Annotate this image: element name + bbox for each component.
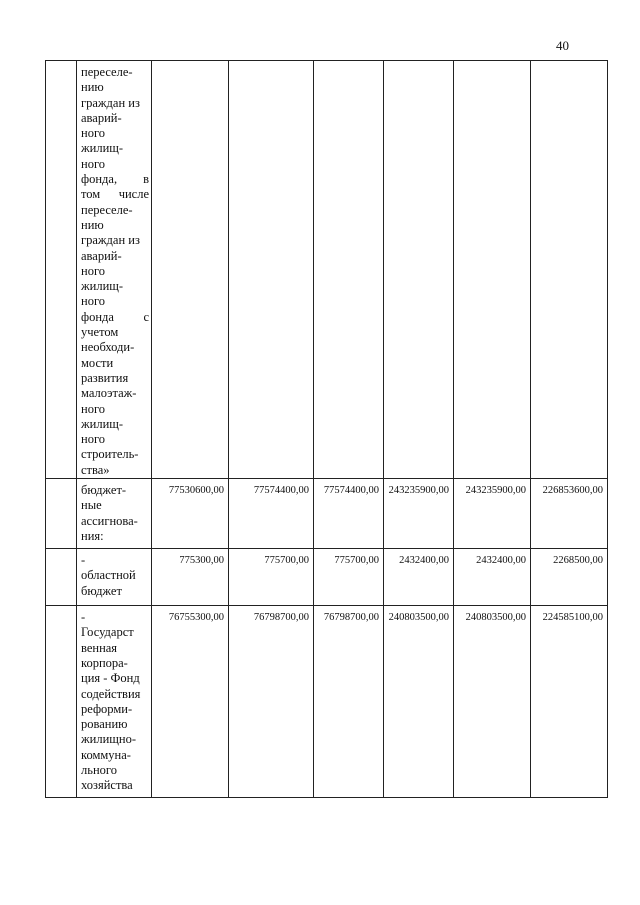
- label-word: с: [143, 309, 149, 324]
- value-cell: 76755300,00: [152, 606, 229, 798]
- label-line: ния:: [81, 528, 104, 543]
- label-line: строитель-: [81, 447, 139, 462]
- label-line: содействия: [81, 686, 141, 701]
- value-cell: 2432400,00: [454, 549, 531, 606]
- value-cell: [531, 61, 608, 479]
- label-line: ства»: [81, 462, 110, 477]
- label-line: ного: [81, 156, 106, 171]
- label-line: необходи-: [81, 340, 135, 355]
- label-line: развития: [81, 370, 129, 385]
- value-cell: 775700,00: [314, 549, 384, 606]
- label-line: ного: [81, 263, 106, 278]
- value-cell: 775300,00: [152, 549, 229, 606]
- value-cell: 240803500,00: [384, 606, 454, 798]
- label-line: [81, 172, 149, 187]
- label-line: венная: [81, 640, 118, 655]
- label-word: фонда: [81, 309, 114, 324]
- row-label-cell: [77, 606, 152, 798]
- label-line: -: [81, 610, 86, 625]
- value-cell: 243235900,00: [384, 479, 454, 549]
- label-line: граждан из: [81, 233, 140, 248]
- label-line: ассигнова-: [81, 513, 138, 528]
- value-cell: 243235900,00: [454, 479, 531, 549]
- row-label-cell: [77, 479, 152, 549]
- value-cell: 240803500,00: [454, 606, 531, 798]
- label-line: переселе-: [81, 65, 133, 79]
- value-cell: 775700,00: [229, 549, 314, 606]
- label-line: жилищ-: [81, 279, 124, 294]
- row-index-cell: [46, 549, 77, 606]
- table-row: [46, 549, 608, 606]
- value-cell: 2268500,00: [531, 549, 608, 606]
- label-word: том: [81, 187, 101, 202]
- label-line: аварий-: [81, 110, 122, 125]
- budget-table: [45, 60, 608, 798]
- value-cell: 224585100,00: [531, 606, 608, 798]
- label-line: переселе-: [81, 202, 133, 217]
- label-line: [81, 310, 149, 325]
- label-line: мости: [81, 355, 114, 370]
- label-line: льного: [81, 762, 117, 777]
- label-line: хозяйства: [81, 778, 133, 793]
- row-index-cell: [46, 606, 77, 798]
- row-label-cell: [77, 61, 152, 479]
- label-word: числе: [118, 187, 149, 202]
- value-cell: 77574400,00: [314, 479, 384, 549]
- label-line: жилищ-: [81, 141, 124, 156]
- label-line: ного: [81, 294, 106, 309]
- label-line: жилищ-: [81, 416, 124, 431]
- page-number: 40: [556, 38, 569, 53]
- table-row: [46, 606, 608, 798]
- label-line: нию: [81, 80, 104, 95]
- value-cell: [229, 61, 314, 479]
- label-line: реформи-: [81, 701, 133, 716]
- label-line: бюджет: [81, 583, 122, 598]
- label-line: жилищно-: [81, 732, 136, 747]
- value-cell: [454, 61, 531, 479]
- label-word: фонда,: [81, 172, 118, 187]
- row-label-cell: [77, 549, 152, 606]
- table-row: [46, 61, 608, 479]
- value-cell: 76798700,00: [229, 606, 314, 798]
- row-index-cell: [46, 479, 77, 549]
- label-line: ция - Фонд: [81, 671, 140, 686]
- label-line: рованию: [81, 717, 128, 732]
- label-line: ные: [81, 498, 102, 513]
- value-cell: 226853600,00: [531, 479, 608, 549]
- label-line: областной: [81, 568, 136, 583]
- value-cell: 77530600,00: [152, 479, 229, 549]
- row-index-cell: [46, 61, 77, 479]
- label-line: бюджет-: [81, 483, 127, 498]
- label-line: граждан из: [81, 95, 140, 110]
- value-cell: 76798700,00: [314, 606, 384, 798]
- label-word: в: [143, 172, 149, 187]
- table-row: [46, 479, 608, 549]
- label-line: Государст: [81, 625, 134, 640]
- label-line: ного: [81, 126, 106, 141]
- value-cell: 2432400,00: [384, 549, 454, 606]
- value-cell: [384, 61, 454, 479]
- label-line: аварий-: [81, 248, 122, 263]
- label-line: ного: [81, 432, 106, 447]
- label-line: [81, 187, 149, 202]
- value-cell: [152, 61, 229, 479]
- label-line: нию: [81, 217, 104, 232]
- value-cell: 77574400,00: [229, 479, 314, 549]
- label-line: -: [81, 553, 86, 568]
- label-line: корпора-: [81, 655, 128, 670]
- value-cell: [314, 61, 384, 479]
- label-line: учетом: [81, 325, 119, 340]
- label-line: ного: [81, 401, 106, 416]
- label-line: коммуна-: [81, 747, 131, 762]
- label-line: малоэтаж-: [81, 386, 137, 401]
